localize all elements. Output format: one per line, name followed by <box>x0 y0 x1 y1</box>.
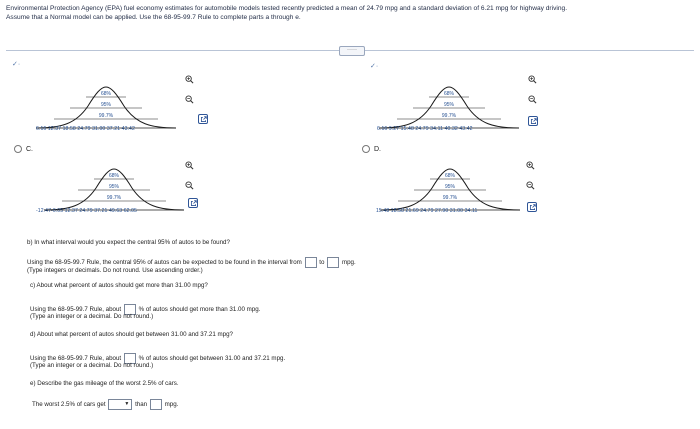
part-e-text-mid: than <box>135 401 148 409</box>
part-b-text-mid: to <box>319 259 325 267</box>
question-text <box>6 4 694 22</box>
band-997-label: 99.7% <box>442 195 458 201</box>
part-e-answer-line <box>32 399 178 410</box>
interval-upper-input[interactable] <box>327 257 339 268</box>
axis-tick-labels: 6.16 9.27 15.48 24.79 34.11 40.32 43.42 <box>377 126 473 132</box>
normal-curve-chart <box>44 166 184 212</box>
part-b-title: b) In what interval would you expect the central 95% of autos to be found? <box>27 239 230 246</box>
panel-top-right <box>375 72 545 140</box>
part-c-hint: (Type an integer or a decimal. Do not round.) <box>30 313 154 320</box>
zoom-in-icon[interactable] <box>184 74 194 84</box>
option-c[interactable] <box>14 145 33 153</box>
part-b-text-pre: Using the 68-95-99.7 Rule, the central 95% of autos can be expected to be found in the interval from <box>27 259 302 267</box>
comparison-dropdown[interactable] <box>108 399 132 410</box>
panel-top-left <box>30 70 210 140</box>
band-95-label: 95% <box>100 102 112 108</box>
part-b-text-post: mpg. <box>341 259 356 267</box>
option-c-radio[interactable] <box>14 145 22 153</box>
band-997-label: 99.7% <box>106 195 122 201</box>
part-e-title: e) Describe the gas mileage of the worst 2.5% of cars. <box>30 380 179 387</box>
option-d-label: D. <box>374 145 381 153</box>
band-997-label: 99.7% <box>441 113 457 119</box>
zoom-out-icon[interactable] <box>184 180 194 190</box>
zoom-in-icon[interactable] <box>184 160 194 170</box>
bell-curve-svg <box>380 166 520 212</box>
cursor-marker: ✓· <box>370 63 379 70</box>
option-c-label: C. <box>26 145 33 153</box>
axis-tick-labels: -12.47-0.05 12.37 24.79 37.21 49.63 62.05 <box>36 208 137 214</box>
worst-mpg-input[interactable] <box>150 399 162 410</box>
part-e-text-post: mpg. <box>164 401 179 409</box>
expand-more-button[interactable]: ····· <box>339 46 365 56</box>
zoom-in-icon[interactable] <box>527 74 537 84</box>
external-link-icon[interactable] <box>527 202 537 212</box>
part-c-text-pre: Using the 68-95-99.7 Rule, about <box>30 306 122 314</box>
cursor-marker: ✓· <box>12 61 21 68</box>
bell-curve-svg <box>379 84 519 130</box>
bell-curve-svg <box>44 166 184 212</box>
band-68-label: 68% <box>108 173 120 179</box>
band-68-label: 68% <box>100 91 112 97</box>
option-d[interactable] <box>362 145 381 153</box>
band-68-label: 68% <box>444 173 456 179</box>
question-line-2: Assume that a Normal model can be applied. Use the 68-95-99.7 Rule to complete parts a through e. <box>6 14 301 21</box>
dropdown-caret-icon: ▼ <box>124 401 130 407</box>
panel-bottom-left <box>36 156 216 222</box>
band-95-label: 95% <box>108 184 120 190</box>
normal-curve-chart <box>36 84 176 130</box>
part-d-text-pre: Using the 68-95-99.7 Rule, about <box>30 355 122 363</box>
normal-curve-chart <box>380 166 520 212</box>
axis-tick-labels: 6.16 12.37 18.58 24.79 31.00 37.21 43.42 <box>36 126 135 132</box>
zoom-out-icon[interactable] <box>527 94 537 104</box>
part-b-hint: (Type integers or decimals. Do not round. Use ascending order.) <box>27 267 203 274</box>
axis-tick-labels: 15.48 18.58 21.69 24.79 27.90 31.00 34.11 <box>376 208 478 214</box>
interval-lower-input[interactable] <box>305 257 317 268</box>
part-c-text-post: % of autos should get more than 31.00 mpg. <box>138 306 261 314</box>
part-d-title: d) About what percent of autos should get between 31.00 and 37.21 mpg? <box>30 331 233 338</box>
zoom-out-icon[interactable] <box>525 180 535 190</box>
band-95-label: 95% <box>443 102 455 108</box>
band-95-label: 95% <box>444 184 456 190</box>
external-link-icon[interactable] <box>188 198 198 208</box>
band-68-label: 68% <box>443 91 455 97</box>
question-line-1: Environmental Protection Agency (EPA) fuel economy estimates for automobile models tested recently predicted a mean of 24.79 mpg and a standard deviation of 6.21 mpg for highway driving. <box>6 5 568 12</box>
panel-bottom-right <box>376 158 546 220</box>
part-d-hint: (Type an integer or a decimal. Do not round.) <box>30 362 154 369</box>
zoom-in-icon[interactable] <box>525 160 535 170</box>
band-997-label: 99.7% <box>98 113 114 119</box>
external-link-icon[interactable] <box>198 114 208 124</box>
bell-curve-svg <box>36 84 176 130</box>
part-d-text-post: % of autos should get between 31.00 and 37.21 mpg. <box>138 355 286 363</box>
normal-curve-chart <box>379 84 519 130</box>
external-link-icon[interactable] <box>528 116 538 126</box>
zoom-out-icon[interactable] <box>184 94 194 104</box>
part-c-title: c) About what percent of autos should get more than 31.00 mpg? <box>30 282 208 289</box>
option-d-radio[interactable] <box>362 145 370 153</box>
part-e-text-pre: The worst 2.5% of cars get <box>32 401 106 409</box>
